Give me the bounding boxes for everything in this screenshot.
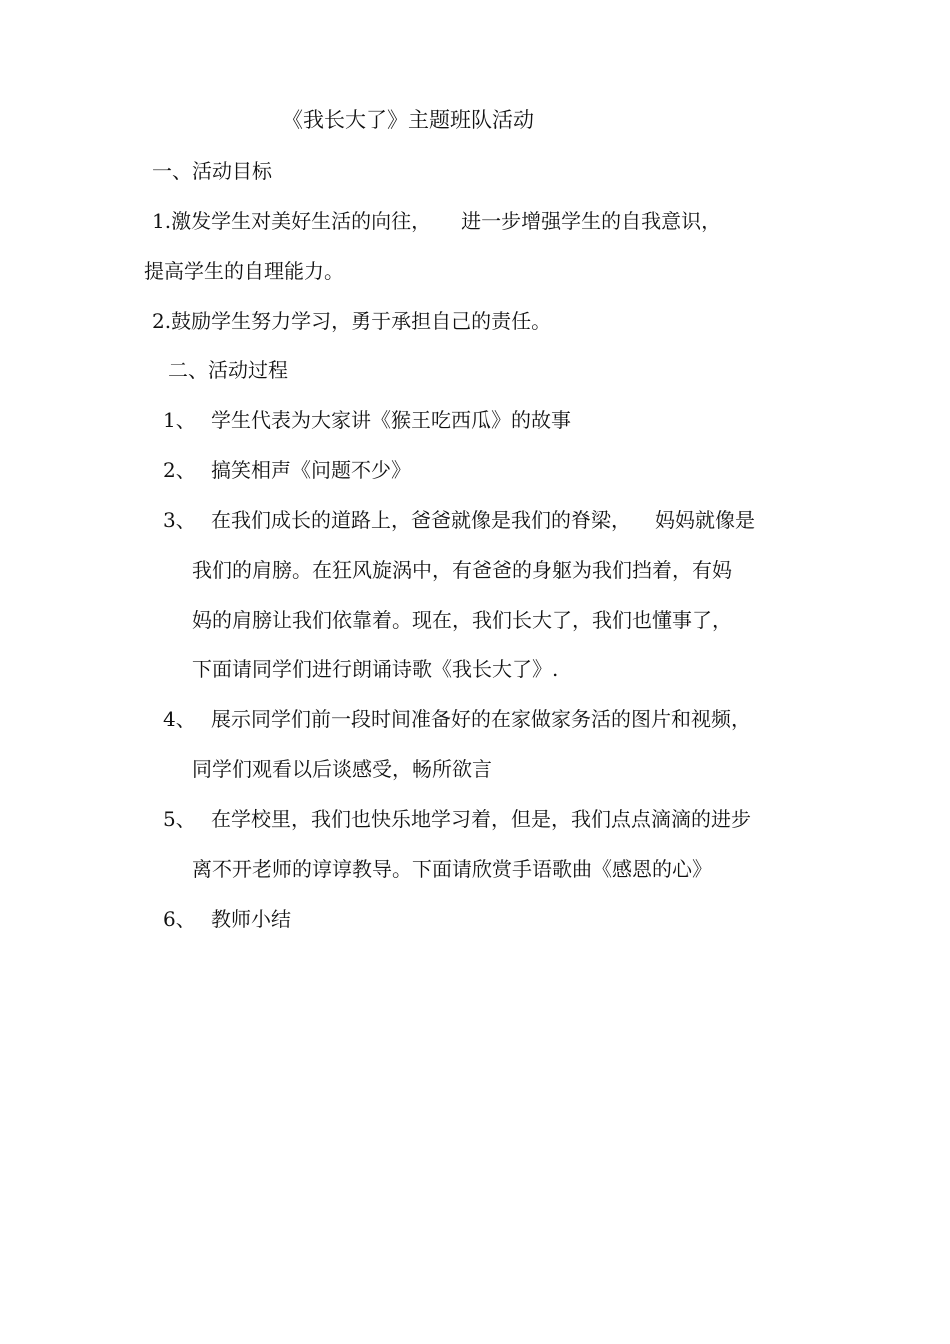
process-item-3-line-4: 下面请同学们进行朗诵诗歌《我长大了》. [192,657,559,681]
item-text: 在我们成长的道路上，爸爸就像是我们的脊梁， [211,508,631,532]
item-text: 教师小结 [211,907,291,931]
item-number: 6、 [163,907,196,931]
goal-1-line-2: 提高学生的自理能力。 [144,259,344,283]
section-heading-goals: 一、活动目标 [152,159,272,183]
goal-1-line-1 [152,208,721,234]
goal-2: 2.鼓励学生努力学习，勇于承担自己的责任。 [152,309,552,333]
section-heading-process: 二、活动过程 [168,358,288,382]
process-item-6 [163,906,291,932]
goal-1-part-1: 1.激发学生对美好生活的向往， [152,209,432,233]
process-item-3-line-3: 妈的肩膀让我们依靠着。现在，我们长大了，我们也懂事了， [192,608,732,632]
item-text: 展示同学们前一段时间准备好的在家做家务活的图片和视频， [211,707,751,731]
process-item-2 [163,457,411,483]
item-number: 3、 [163,508,196,532]
item-text: 搞笑相声《问题不少》 [211,458,411,482]
item-number: 1、 [163,408,196,432]
process-item-5-line-2: 离不开老师的谆谆教导。下面请欣赏手语歌曲《感恩的心》 [192,857,712,881]
item-number: 2、 [163,458,196,482]
item-number: 4、 [163,707,196,731]
document-title: 《我长大了》主题班队活动 [282,108,534,132]
item-text: 在学校里，我们也快乐地学习着，但是，我们点点滴滴的进步 [211,807,751,831]
item-text: 妈妈就像是 [655,508,755,532]
process-item-3-line-2: 我们的肩膀。在狂风旋涡中，有爸爸的身躯为我们挡着，有妈 [192,558,732,582]
item-number: 5、 [163,807,196,831]
process-item-4-line-2: 同学们观看以后谈感受，畅所欲言 [192,757,492,781]
process-item-5 [163,806,751,832]
process-item-4 [163,706,751,732]
goal-1-part-2: 进一步增强学生的自我意识， [461,209,722,233]
item-text: 学生代表为大家讲《猴王吃西瓜》的故事 [211,408,571,432]
process-item-3 [163,507,755,533]
process-item-1 [163,407,571,433]
